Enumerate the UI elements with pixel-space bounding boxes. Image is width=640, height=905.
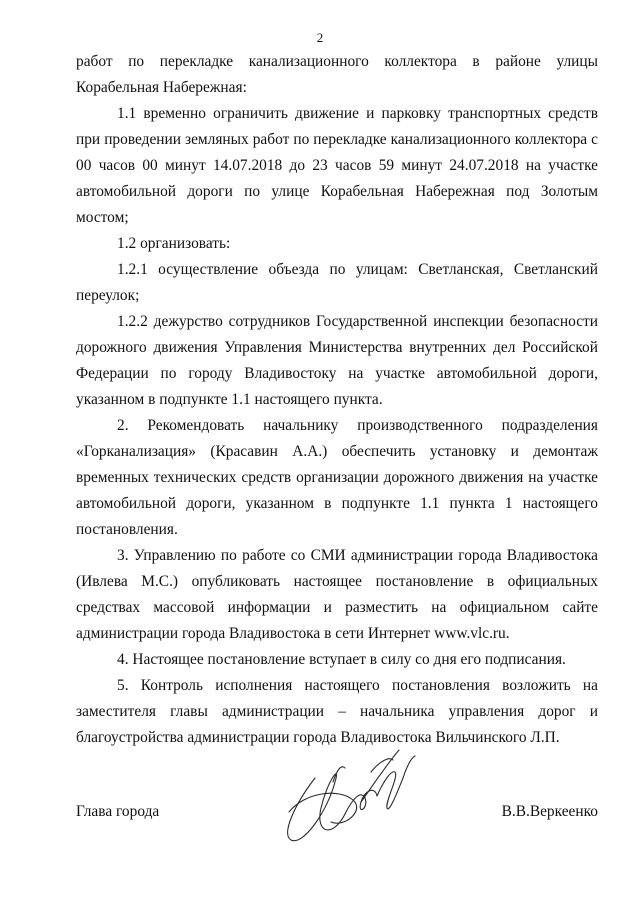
paragraph-2: 2. Рекомендовать начальнику производственного подразделения «Горканализация» (Красавин А.А.) обеспечить установку и демонтаж временных технических средств организации дорожного движения на участке автомобильной дороги, указанном в подпункте 1.1 пункта 1 настоящего постановления. bbox=[76, 417, 598, 538]
signatory-title: Глава города bbox=[76, 803, 160, 820]
paragraph-5: 5. Контроль исполнения настоящего постановления возложить на заместителя главы администрации – начальника управления дорог и благоустройства администрации города Владивостока Вильчинского Л.П. bbox=[76, 677, 598, 746]
page-number: 2 bbox=[316, 30, 324, 45]
paragraph-3: 3. Управлению по работе со СМИ администрации города Владивостока (Ивлева М.С.) опубликовать настоящее постановление в официальных средствах массовой информации и разместить на официальном сайте администрации города Владивостока в сети Интернет www.vlc.ru. bbox=[76, 547, 598, 642]
paragraph-4: 4. Настоящее постановление вступает в силу со дня его подписания. bbox=[117, 651, 566, 668]
handwritten-signature bbox=[275, 742, 425, 852]
signatory-name: В.В.Веркеенко bbox=[501, 803, 598, 820]
paragraph-1-2-1: 1.2.1 осуществление объезда по улицам: Светланская, Светланский переулок; bbox=[76, 261, 598, 304]
paragraph-1-2-2: 1.2.2 дежурство сотрудников Государственной инспекции безопасности дорожного движения Управления Министерства внутренних дел Российской Федерации по городу Владивостоку на участке автомобильной дороги, указанном в подпункте 1.1 настоящего пункта. bbox=[76, 313, 598, 408]
paragraph-1-1: 1.1 временно ограничить движение и парковку транспортных средств при проведении земляных работ по перекладке канализационного коллектора с 00 часов 00 минут 14.07.2018 до 23 часов 59 минут 24.07.2018 на участке автомобильной дороги по улице Корабельная Набережная под Золотым мостом; bbox=[76, 105, 598, 226]
document-body bbox=[76, 49, 598, 751]
paragraph-continuation: работ по перекладке канализационного коллектора в районе улицы Корабельная Набережная: bbox=[76, 53, 598, 96]
paragraph-1-2: 1.2 организовать: bbox=[117, 235, 231, 252]
